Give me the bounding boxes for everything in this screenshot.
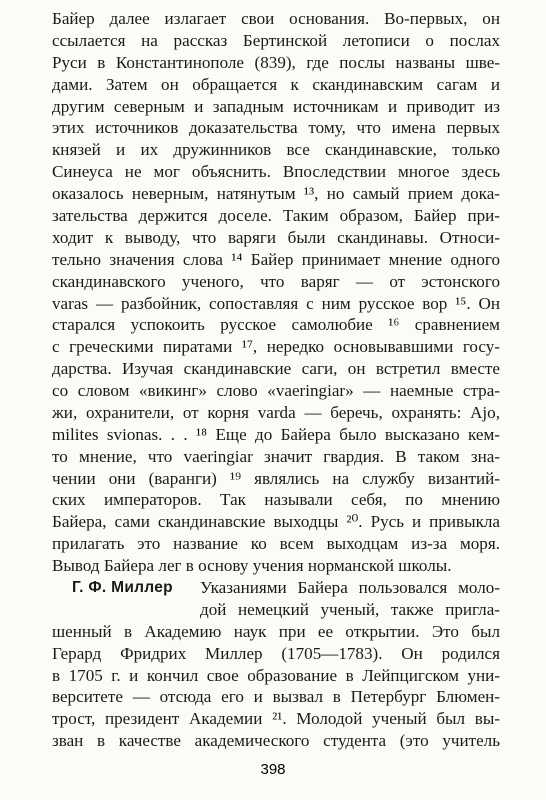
text-line: князей и их дружинников все скандинавские, только xyxy=(52,140,500,160)
text-line: Синеуса не мог объяснить. Впоследствии многое здесь xyxy=(52,162,500,182)
text-line: дой немецкий ученый, также пригла- xyxy=(200,599,500,619)
text-line: Руси в Константинополе (839), где послы названы шве- xyxy=(52,52,500,72)
text-line: прилагать это название ко всем выходцам из-за моря. xyxy=(52,534,500,554)
page-number: 398 xyxy=(260,761,286,778)
text-line: другим северным и западным источникам и приводит из xyxy=(52,96,500,116)
text-line: Герард Фридрих Миллер (1705—1783). Он родился xyxy=(52,643,500,663)
text-line: зательства держится доселе. Таким образом, Байер при- xyxy=(52,205,500,225)
text-line: шенный в Академию наук при ее открытии. Это был xyxy=(52,621,500,641)
text-line: milites svionas. . . ¹⁸ Еще до Байера было высказано кем- xyxy=(52,424,500,444)
text-line: ских императоров. Так называли себя, по мнению xyxy=(52,490,500,510)
text-line: оказалось неверным, натянутым ¹³, но самый прием дока- xyxy=(52,184,500,204)
text-line: дарства. Изучая скандинавские саги, он встретил вместе xyxy=(52,359,500,379)
text-line: varas — разбойник, сопоставляя с ним русское вор ¹⁵. Он xyxy=(52,293,500,313)
text-line: с греческими пиратами ¹⁷, нередко основывавшими госу- xyxy=(52,337,500,357)
text-line: этих источников доказательства тому, что имена первых xyxy=(52,118,500,138)
text-line: Байера, сами скандинавские выходцы ²⁰. Русь и привыкла xyxy=(52,512,500,532)
text-line: Байер далее излагает свои основания. Во-первых, он xyxy=(52,9,500,28)
text-line: трост, президент Академии ²¹. Молодой ученый был вы- xyxy=(52,709,500,729)
text-line: ходит к выводу, что варяги были скандинавы. Относи- xyxy=(52,227,500,247)
text-line: дами. Затем он обращается к скандинавским сагам и xyxy=(52,74,500,94)
text-line: то мнение, что vaeringiar значит гвардия. В таком зна- xyxy=(52,446,500,466)
text-line: жи, охранители, от корня varda — беречь, охранять: Ajo, xyxy=(52,402,500,422)
text-line: Вывод Байера лег в основу учения норманской школы. xyxy=(52,556,452,576)
text-line: старался успокоить русское самолюбие ¹⁶ сравнением xyxy=(52,315,500,335)
text-line: скандинавского ученого, что варяг — от эстонского xyxy=(52,271,500,291)
text-line: тельно значения слова ¹⁴ Байер принимает мнение одного xyxy=(52,249,500,269)
text-line: зван в качестве академического студента (это учитель xyxy=(52,731,500,751)
text-line: со словом «викинг» слово «vaeringiar» — наемные стра- xyxy=(52,381,500,400)
text-line: верситете — отсюда его и вызвал в Петербург Блюмен- xyxy=(52,687,500,707)
section-heading: Г. Ф. Миллер xyxy=(72,578,173,596)
text-line: Указаниями Байера пользовался моло- xyxy=(200,577,500,597)
text-line: в 1705 г. и кончил свое образование в Лейпцигском уни- xyxy=(52,665,500,685)
text-line: чении они (варанги) ¹⁹ являлись на службу византий- xyxy=(52,468,500,488)
text-line: ссылается на рассказ Бертинской летописи о послах xyxy=(52,30,500,50)
